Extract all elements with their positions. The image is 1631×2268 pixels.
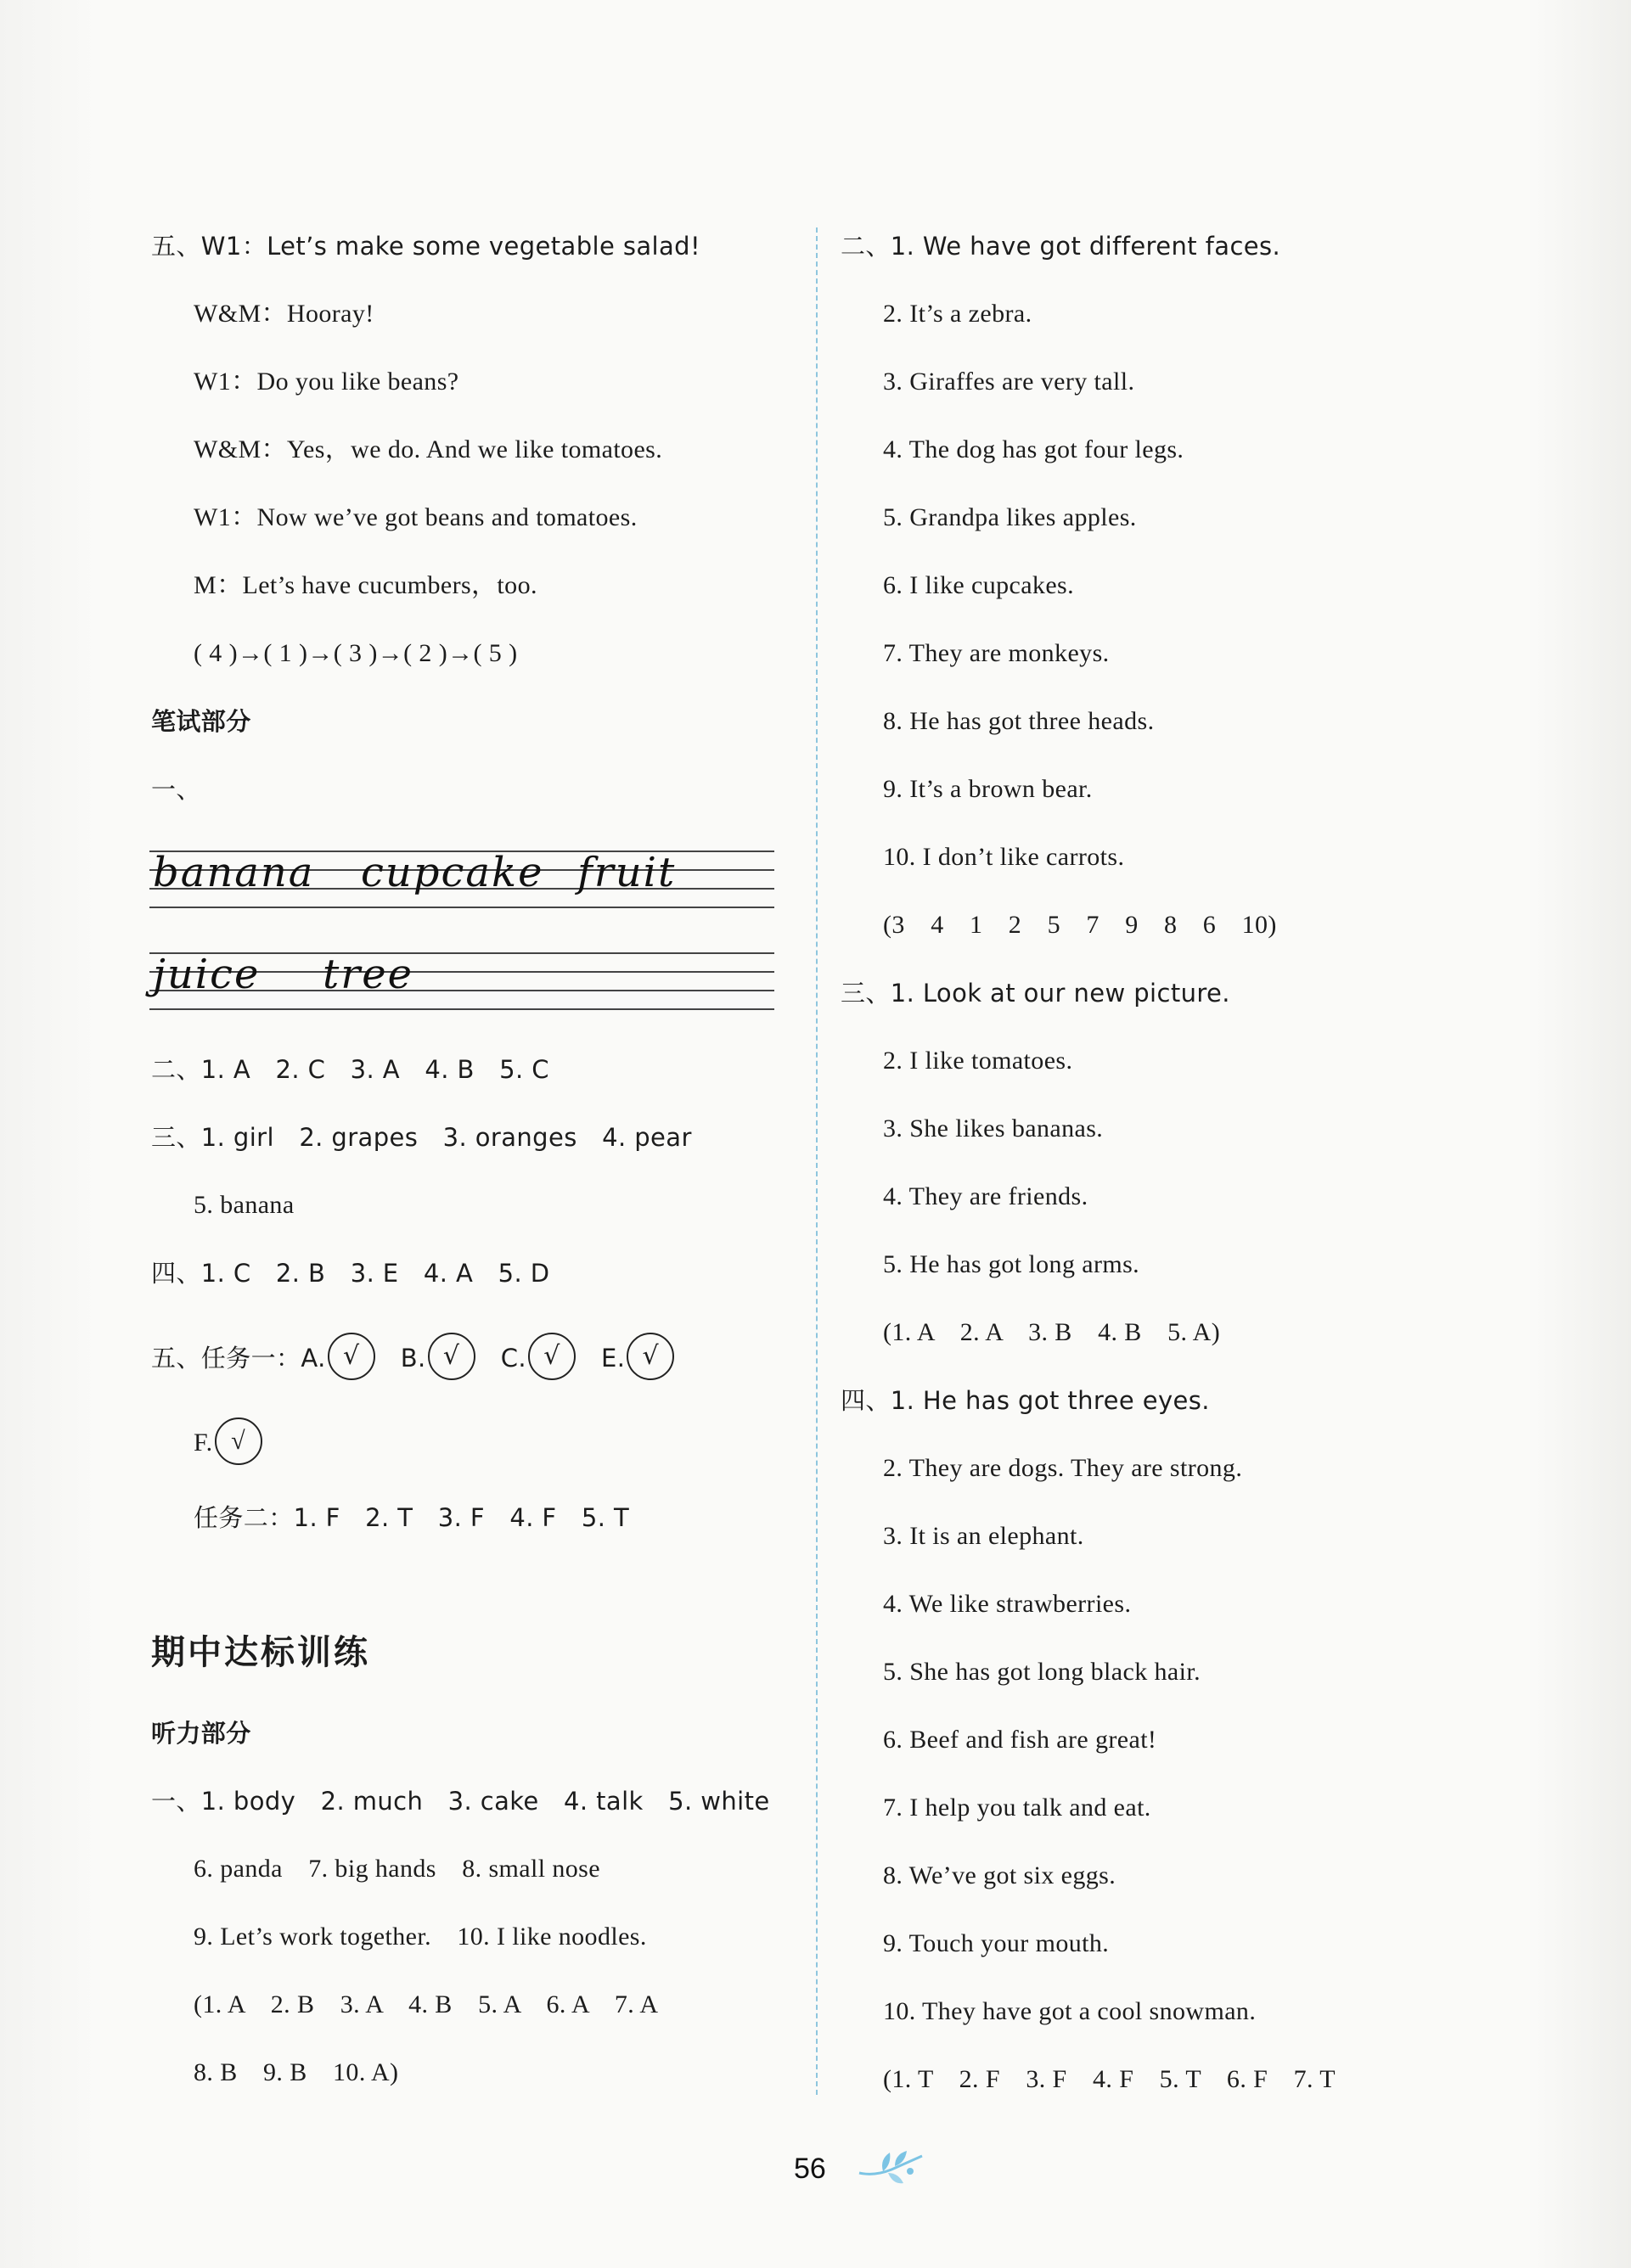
- task-one-row: [151, 1336, 700, 1384]
- answer-line: 3. Giraffes are very tall.: [883, 368, 1135, 396]
- check-circle-icon: √: [215, 1418, 262, 1465]
- answer-line: 7. They are monkeys.: [883, 639, 1110, 667]
- answer-line: 5. Grandpa likes apples.: [883, 503, 1137, 531]
- handwritten-word: juice: [153, 951, 261, 998]
- option-label: F.: [194, 1428, 213, 1457]
- column-divider: [816, 227, 818, 2095]
- option-label: C.: [500, 1344, 526, 1373]
- dialogue-line: W1：Now we’ve got beans and tomatoes.: [194, 503, 638, 531]
- answer-line: 4. The dog has got four legs.: [883, 435, 1184, 463]
- answer-line: 8. B 9. B 10. A): [194, 2058, 399, 2086]
- handwritten-word: fruit: [577, 849, 677, 896]
- check-circle-icon: √: [528, 1333, 576, 1380]
- answer-line: 2. It’s a zebra.: [883, 300, 1032, 328]
- listening-heading: 听力部分: [151, 1719, 251, 1748]
- leaf-sprig-icon: [858, 2147, 925, 2190]
- answer-line: 10. I don’t like carrots.: [883, 843, 1125, 871]
- answer-line: 6. Beef and fish are great!: [883, 1726, 1157, 1754]
- answer-line: 7. I help you talk and eat.: [883, 1794, 1151, 1822]
- answer-line: 四、1. He has got three eyes.: [841, 1386, 1210, 1415]
- answer-line: 二、1. A 2. C 3. A 4. B 5. C: [151, 1055, 549, 1084]
- dialogue-line: W&M：Yes，we do. And we like tomatoes.: [194, 435, 663, 463]
- task-one-label: 五、任务一：: [151, 1344, 301, 1373]
- handwritten-word: tree: [323, 951, 414, 998]
- answer-line: 6. I like cupcakes.: [883, 571, 1075, 599]
- answer-line: (1. A 2. A 3. B 4. B 5. A): [883, 1318, 1221, 1346]
- check-circle-icon: √: [627, 1333, 674, 1380]
- answer-line: 9. Touch your mouth.: [883, 1929, 1110, 1957]
- handwritten-word: cupcake: [361, 849, 544, 896]
- answer-line: 3. She likes bananas.: [883, 1114, 1104, 1142]
- option-label: A.: [301, 1344, 326, 1373]
- answer-line: 5. He has got long arms.: [883, 1250, 1140, 1278]
- answer-line: 8. He has got three heads.: [883, 707, 1155, 735]
- answer-line: 一、1. body 2. much 3. cake 4. talk 5. white: [151, 1787, 770, 1816]
- answer-line: 4. We like strawberries.: [883, 1590, 1132, 1618]
- check-circle-icon: √: [428, 1333, 475, 1380]
- answer-line: 三、1. Look at our new picture.: [841, 979, 1230, 1008]
- dialogue-line: M：Let’s have cucumbers，too.: [194, 571, 537, 599]
- answer-line: 3. It is an elephant.: [883, 1522, 1084, 1550]
- task-one-row-cont: [194, 1421, 288, 1468]
- task-two-answers: 任务二：1. F 2. T 3. F 4. F 5. T: [194, 1503, 630, 1532]
- order-answer: ( 4 )→( 1 )→( 3 )→( 2 )→( 5 ): [194, 639, 518, 667]
- answer-line: 三、1. girl 2. grapes 3. oranges 4. pear: [151, 1123, 692, 1152]
- answer-line: 5. banana: [194, 1191, 295, 1219]
- answer-line: 4. They are friends.: [883, 1182, 1088, 1210]
- answer-line: 8. We’ve got six eggs.: [883, 1861, 1116, 1889]
- question-one-label: 一、: [151, 775, 201, 804]
- written-section-heading: 笔试部分: [151, 707, 251, 736]
- answer-line: 2. They are dogs. They are strong.: [883, 1454, 1243, 1482]
- check-circle-icon: √: [328, 1333, 375, 1380]
- answer-line: (1. T 2. F 3. F 4. F 5. T 6. F 7. T: [883, 2065, 1336, 2093]
- answer-line: (1. A 2. B 3. A 4. B 5. A 6. A 7. A: [194, 1990, 659, 2018]
- page-number: 56: [794, 2153, 826, 2185]
- option-label: E.: [600, 1344, 626, 1373]
- answer-line: 四、1. C 2. B 3. E 4. A 5. D: [151, 1259, 550, 1288]
- section-title: 期中达标训练: [151, 1633, 370, 1672]
- answer-line: 9. Let’s work together. 10. I like noodles.: [194, 1923, 647, 1951]
- option-label: B.: [400, 1344, 426, 1373]
- answer-line: 9. It’s a brown bear.: [883, 775, 1093, 803]
- answer-line: 2. I like tomatoes.: [883, 1047, 1073, 1075]
- dialogue-line: 五、W1：Let’s make some vegetable salad!: [151, 232, 700, 261]
- order-answer: (3 4 1 2 5 7 9 8 6 10): [883, 911, 1277, 939]
- dialogue-line: W&M：Hooray!: [194, 300, 374, 328]
- answer-line: 10. They have got a cool snowman.: [883, 1997, 1257, 2025]
- answer-line: 5. She has got long black hair.: [883, 1658, 1201, 1686]
- dialogue-line: W1：Do you like beans?: [194, 368, 459, 396]
- handwritten-word: banana: [153, 849, 315, 896]
- answer-line: 二、1. We have got different faces.: [841, 232, 1281, 261]
- answer-line: 6. panda 7. big hands 8. small nose: [194, 1855, 600, 1883]
